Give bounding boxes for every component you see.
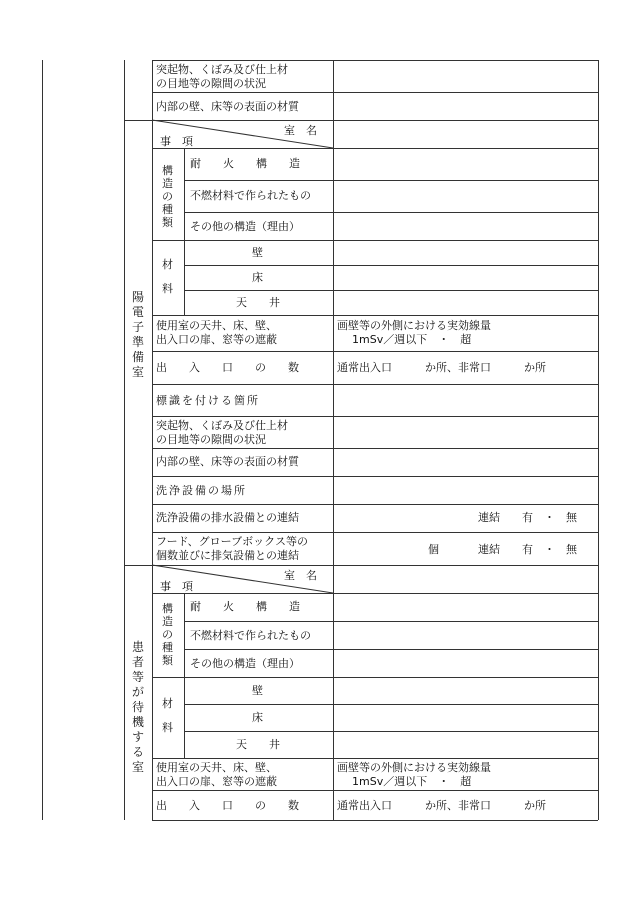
row-line bbox=[152, 448, 598, 449]
surface-material-label: 内部の壁、床等の表面の材質 bbox=[156, 455, 299, 468]
shielding-value-line2: 1mSv／週以下 ・ 超 bbox=[352, 775, 472, 788]
hood-count-value: 個 bbox=[428, 543, 439, 556]
fireproof-label: 耐 火 構 造 bbox=[190, 600, 300, 613]
row-line bbox=[152, 532, 598, 533]
floor-label: 床 bbox=[252, 711, 263, 724]
nonflammable-label: 不燃材料で作られたもの bbox=[190, 189, 311, 202]
entrance-count-label: 出 入 口 の 数 bbox=[156, 361, 299, 374]
row-line bbox=[152, 416, 598, 417]
row-line bbox=[184, 649, 598, 650]
row-line bbox=[152, 384, 598, 385]
surface-material-label: 内部の壁、床等の表面の材質 bbox=[156, 100, 299, 113]
table-bottom-line bbox=[152, 820, 598, 821]
group-divider bbox=[184, 148, 185, 315]
row-line bbox=[152, 60, 598, 61]
table-right-border bbox=[598, 60, 599, 820]
item-header: 事 項 bbox=[160, 135, 193, 148]
row-line bbox=[152, 476, 598, 477]
section-border bbox=[124, 60, 125, 820]
wall-label: 壁 bbox=[252, 684, 263, 697]
row-line bbox=[152, 504, 598, 505]
section-title-waiting-room: 患者等が待機する室 bbox=[131, 640, 144, 774]
row-line bbox=[184, 290, 598, 291]
item-header: 事 項 bbox=[160, 580, 193, 593]
group-divider bbox=[184, 593, 185, 758]
wash-drain-label: 洗浄設備の排水設備との連結 bbox=[156, 511, 299, 524]
hood-connection-value: 連結 有 ・ 無 bbox=[478, 543, 577, 556]
row-line bbox=[152, 593, 598, 594]
ceiling-label: 天 井 bbox=[236, 296, 280, 309]
shielding-label-line2: 出入口の扉、窓等の遮蔽 bbox=[156, 775, 277, 788]
row-line bbox=[184, 731, 598, 732]
protrusion-label-line1: 突起物、くぼみ及び仕上材 bbox=[156, 419, 288, 432]
row-line bbox=[152, 315, 598, 316]
hood-label-line2: 個数並びに排気設備との連結 bbox=[156, 549, 299, 562]
row-line bbox=[152, 758, 598, 759]
shielding-value-line1: 画壁等の外側における実効線量 bbox=[337, 319, 491, 332]
protrusion-label-line2: の目地等の隙間の状況 bbox=[156, 77, 266, 90]
wash-location-label: 洗浄設備の場所 bbox=[156, 484, 247, 497]
row-line bbox=[152, 351, 598, 352]
entrance-count-label: 出 入 口 の 数 bbox=[156, 799, 299, 812]
row-line bbox=[152, 148, 598, 149]
fireproof-label: 耐 火 構 造 bbox=[190, 157, 300, 170]
structure-type-label: 構造の種類 bbox=[162, 164, 173, 229]
outer-left-border bbox=[42, 60, 43, 820]
protrusion-label-line1: 突起物、くぼみ及び仕上材 bbox=[156, 63, 288, 76]
entrance-count-value: 通常出入口 か所、非常口 か所 bbox=[337, 361, 546, 374]
shielding-label-line1: 使用室の天井、床、壁、 bbox=[156, 319, 277, 332]
sign-location-label: 標識を付ける箇所 bbox=[156, 394, 260, 407]
entrance-count-value: 通常出入口 か所、非常口 か所 bbox=[337, 799, 546, 812]
value-column-left bbox=[333, 60, 334, 820]
nonflammable-label: 不燃材料で作られたもの bbox=[190, 629, 311, 642]
row-line bbox=[152, 92, 598, 93]
shielding-label-line1: 使用室の天井、床、壁、 bbox=[156, 761, 277, 774]
row-line bbox=[184, 265, 598, 266]
shielding-value-line2: 1mSv／週以下 ・ 超 bbox=[352, 333, 472, 346]
row-line bbox=[152, 677, 598, 678]
material-label: 材料 bbox=[162, 258, 173, 295]
wash-drain-value: 連結 有 ・ 無 bbox=[478, 511, 577, 524]
wall-label: 壁 bbox=[252, 246, 263, 259]
other-structure-label: その他の構造（理由） bbox=[190, 220, 300, 233]
structure-type-label: 構造の種類 bbox=[162, 602, 173, 667]
label-column-left bbox=[152, 60, 153, 820]
other-structure-label: その他の構造（理由） bbox=[190, 657, 300, 670]
room-name-header: 室 名 bbox=[284, 569, 317, 582]
row-line bbox=[152, 790, 598, 791]
shielding-value-line1: 画壁等の外側における実効線量 bbox=[337, 761, 491, 774]
ceiling-label: 天 井 bbox=[236, 738, 280, 751]
protrusion-label-line2: の目地等の隙間の状況 bbox=[156, 433, 266, 446]
floor-label: 床 bbox=[252, 271, 263, 284]
row-line bbox=[152, 240, 598, 241]
row-line bbox=[184, 621, 598, 622]
section-title-positron-room: 陽電子準備室 bbox=[131, 290, 144, 379]
hood-label-line1: フード、グローブボックス等の bbox=[156, 535, 309, 548]
row-line bbox=[184, 212, 598, 213]
shielding-label-line2: 出入口の扉、窓等の遮蔽 bbox=[156, 333, 277, 346]
row-line bbox=[184, 704, 598, 705]
row-line bbox=[184, 180, 598, 181]
room-name-header: 室 名 bbox=[284, 124, 317, 137]
material-label: 材料 bbox=[162, 697, 173, 734]
